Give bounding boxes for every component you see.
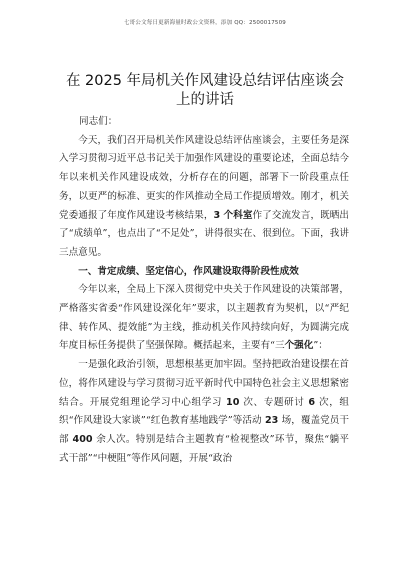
paragraph-text: 一是强化政治引领，思想根基更加牢固。坚持把政治建设摆在首位，将作风建设与学习贯彻习近平新时代中国特色社会主义思想紧密结合。开展党组理论学习中心组学习 [59,359,349,408]
section-heading: 一、肯定成绩、坚定信心，作风建设取得阶段性成效 [78,265,299,277]
bold-number: 23 [261,415,282,427]
document-body [59,113,349,468]
bold-number: 6 [304,396,320,408]
paragraph-text: 余人次。特别是结合主题教育“检视整改”环节，聚焦“躺平式干部”“中梗阻”等作风问题，开展“政治 [59,433,349,464]
salutation: 同志们： [79,116,118,127]
paragraph-text: 次、专题研讨 [243,396,305,408]
paragraph-text: 今天，我们召开局机关作风建设总结评估座谈会，主要任务是深入学习贯彻习近平总书记关于加强作风建设的重要论述，全面总结今年以来机关作风建设成效，分析存在的问题，部署下一阶段重点任务，以更严的标准、更实的作风推动全局工作提质增效。刚才，机关党委通报了年度作风建设考核结果， [59,134,349,221]
bold-text: 个强化 [284,340,314,352]
paragraph-intro [59,132,349,263]
bold-number: 400 [68,433,97,445]
paragraph-text: ”： [313,340,328,352]
bold-text: 3 个科室 [213,209,253,221]
paragraph-summary [59,281,349,356]
paragraph-political-guidance [59,356,349,468]
paragraph-text: 今年以来，全局上下深入贯彻党中央关于作风建设的决策部署，严格落实省委“作风建设深化年”要求，以主题教育为契机，以“严纪律、转作风、提效能”为主线，推动机关作风持续向好，为圆满完成年度目标任务提供了坚强保障。概括起来，主要有“三 [59,284,349,352]
header-note: 七哥公文每日更新海量时政公文资料，添加 QQ：2500017509 [123,20,286,26]
paragraph-text: 作了交流发言，既晒出了“成绩单”，也点出了“不足处”，讲得很实在、很到位。下面，我讲三点意见。 [59,209,350,258]
bold-number: 10 [222,396,244,408]
paragraph-text: 场，覆盖党员干部 [59,415,350,445]
paragraph-text: 次，组织“作风建设大家谈”“红色教育基地践学”等活动 [59,396,350,427]
document-title: 在 2025 年局机关作风建设总结评估座谈会上的讲话 [65,73,345,108]
